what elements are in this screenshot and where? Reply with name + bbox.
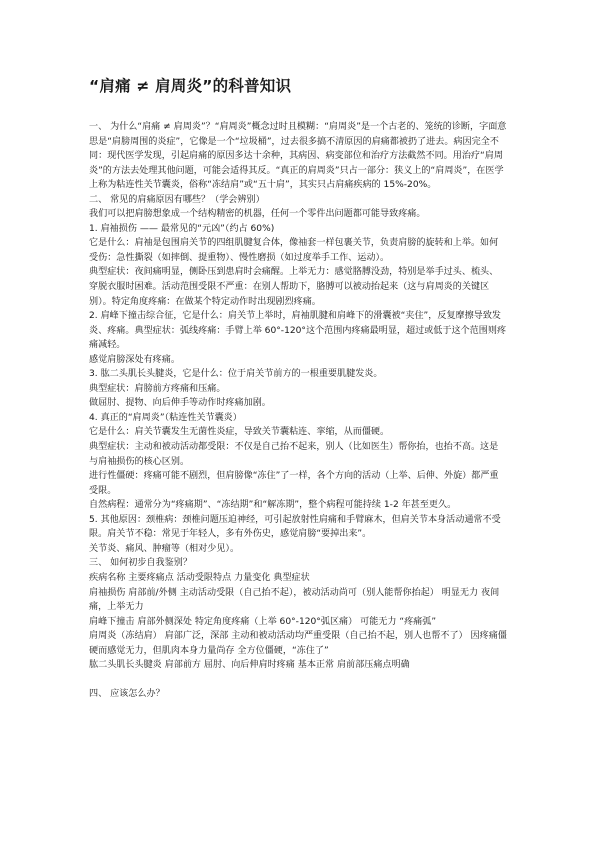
paragraph: 2. 肩峰下撞击综合征，它是什么：肩关节上举时，肩袖肌腱和肩峰下的滑囊被“夹住”，反复摩擦导致发炎、疼痛。典型症状：弧线疼痛：手臂上举 60°-120°这个范围内疼痛最明显，超过或低于这个范围则疼痛减轻。 — [89, 311, 507, 351]
paragraph: 典型症状：夜间痛明显，侧卧压到患肩时会痛醒。上举无力：感觉胳膊没劲，特别是举手过头、梳头、穿脱衣服时困难。活动范围受限不严重：在别人帮助下，胳膊可以被动抬起来（这与肩周炎的关键区别）。特定角度疼痛：在做某个特定动作时出现剧烈疼痛。 — [89, 267, 499, 307]
document-title: “肩痛 ≠ 肩周炎”的科普知识 — [89, 77, 292, 95]
paragraph: 它是什么：肩袖是包围肩关节的四组肌腱复合体，像袖套一样包裹关节，负责肩膀的旋转和上举。如何受伤：急性撕裂（如摔倒、提重物）、慢性磨损（如过度举手工作、运动）。 — [89, 238, 499, 263]
paragraph: 典型症状：主动和被动活动都受限：不仅是自己抬不起来，别人（比如医生）帮你抬，也抬不高。这是与肩袖损伤的核心区别。 — [89, 442, 499, 467]
paragraph: 感觉肩膀深处有疼痛。 — [89, 354, 180, 365]
paragraph: 自然病程：通常分为“疼痛期”、“冻结期”和“解冻期”，整个病程可能持续 1-2 年甚至更久。 — [89, 500, 457, 511]
paragraph: 4. 真正的“肩周炎”（粘连性关节囊炎） — [89, 412, 242, 423]
paragraph: 三、 如何初步自我鉴别？ — [89, 558, 192, 569]
document-body — [89, 120, 507, 702]
paragraph: 1. 肩袖损伤 —— 最常见的“元凶”（约占 60%) — [89, 223, 275, 234]
paragraph: 做屈肘、提物、向后伸手等动作时疼痛加剧。 — [89, 398, 271, 409]
paragraph: 肱二头肌长头腱炎 肩部前方 屈肘、向后伸肩时疼痛 基本正常 肩前部压痛点明确 — [89, 660, 410, 671]
paragraph: 四、 应该怎么办？ — [89, 689, 165, 700]
paragraph: 3. 肱二头肌长头腱炎，它是什么：位于肩关节前方的一根重要肌腱发炎。 — [89, 369, 383, 380]
blank-line — [89, 673, 507, 688]
paragraph: 疾病名称 主要疼痛点 活动受限特点 力量变化 典型症状 — [89, 572, 310, 583]
paragraph: 它是什么：肩关节囊发生无菌性炎症，导致关节囊粘连、挛缩，从而僵硬。 — [89, 427, 390, 438]
paragraph: 二、 常见的肩痛原因有哪些？（学会辨别） — [89, 194, 265, 205]
paragraph: 关节炎、痛风、肿瘤等（相对少见）。 — [89, 543, 240, 554]
paragraph: 肩袖损伤 肩部前/外侧 主动活动受限（自己抬不起），被动活动尚可（别人能帮你抬起） 明显无力 夜间痛，上举无力 — [89, 587, 500, 613]
paragraph: 一、 为什么“肩痛 ≠ 肩周炎”？“肩周炎”概念过时且模糊：“肩周炎”是一个古老的、笼统的诊断，字面意思是“肩膀周围的炎症”，它像是一个“垃圾桶”，过去很多搞不清原因的肩痛都被扔了进去。病因完全不同：现代医学发现，引起肩痛的原因多达十余种，其病因、病变部位和治疗方法截然不同。用治疗“肩周炎”的方法去处理其他问题，可能会适得其反。“真正的肩周炎”只占一部分：狭义上的“肩周炎”，在医学上称为粘连性关节囊炎，俗称“冻结肩”或“五十肩”，其实只占肩痛疾病的 15%-20%。 — [89, 122, 507, 191]
paragraph: 5. 其他原因：颈椎病：颈椎问题压迫神经，可引起放射性肩痛和手臂麻木，但肩关节本身活动通常不受限。肩关节不稳：常见于年轻人，多有外伤史，感觉肩膀“要掉出来”。 — [89, 514, 501, 540]
paragraph: 肩周炎（冻结肩） 肩部广泛，深部 主动和被动活动均严重受限（自己抬不起，别人也帮不了） 因疼痛僵硬而感觉无力，但肌肉本身力量尚存 全方位僵硬，“冻住了” — [89, 631, 507, 656]
paragraph: 典型症状：肩膀前方疼痛和压痛。 — [89, 383, 226, 394]
paragraph: 我们可以把肩膀想象成一个结构精密的机器，任何一个零件出问题都可能导致疼痛。 — [89, 209, 426, 220]
paragraph: 进行性僵硬：疼痛可能不剧烈，但肩膀像“冻住”了一样，各个方向的活动（上举、后伸、外旋）都严重受限。 — [89, 471, 499, 496]
paragraph: 肩峰下撞击 肩部外侧深处 特定角度疼痛（上举 60°-120°弧区痛） 可能无力 “疼痛弧” — [89, 616, 437, 627]
